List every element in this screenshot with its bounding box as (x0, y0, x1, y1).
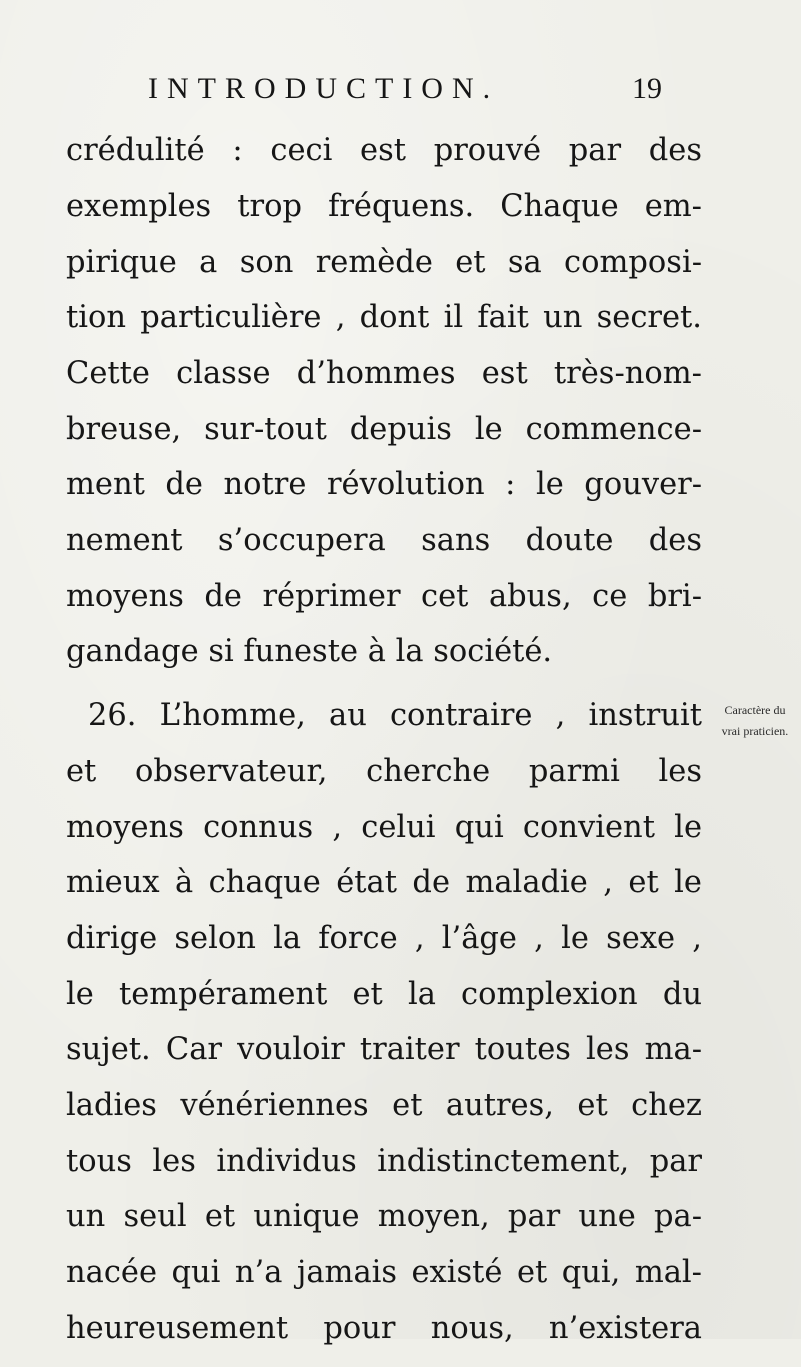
text-line: breuse, sur-tout depuis le commence- (66, 412, 702, 447)
text-line: ment de notre révolution : le gouver- (66, 467, 702, 502)
text-line: le tempérament et la complexion du (66, 977, 702, 1012)
text-line: heureusement pour nous, n’existera (66, 1311, 702, 1346)
text-line: moyens connus , celui qui convient le (66, 810, 702, 845)
text-line: nacée qui n’a jamais existé et qui, mal- (66, 1255, 702, 1290)
running-head-title: INTRODUCTION. (148, 72, 500, 105)
text-line: et observateur, cherche parmi les (66, 754, 702, 789)
text-line: un seul et unique moyen, par une pa- (66, 1199, 702, 1234)
text-line: tion particulière , dont il fait un secret. (66, 300, 702, 335)
text-line: crédulité : ceci est prouvé par des (66, 133, 702, 168)
text-line: nement s’occupera sans doute des (66, 523, 702, 558)
page-number: 19 (632, 72, 662, 105)
margin-note (711, 700, 799, 742)
text-line: ladies vénériennes et autres, et chez (66, 1088, 702, 1123)
text-line: mieux à chaque état de maladie , et le (66, 865, 702, 900)
text-line: exemples trop fréquens. Chaque em- (66, 189, 702, 224)
text-line: pirique a son remède et sa composi- (66, 245, 702, 280)
paragraph-26-first-line: 26. L’homme, au contraire , instruit (88, 698, 702, 733)
margin-note-line: Caractère du (724, 703, 786, 717)
text-line: moyens de réprimer cet abus, ce bri- (66, 579, 702, 614)
text-line: dirige selon la force , l’âge , le sexe , (66, 921, 702, 956)
text-line: tous les individus indistinctement, par (66, 1144, 702, 1179)
text-line: sujet. Car vouloir traiter toutes les ma- (66, 1032, 702, 1067)
margin-note-line: vrai praticien. (721, 724, 789, 738)
text-line: gandage si funeste à la société. (66, 634, 553, 669)
text-line: Cette classe d’hommes est très-nom- (66, 356, 702, 391)
